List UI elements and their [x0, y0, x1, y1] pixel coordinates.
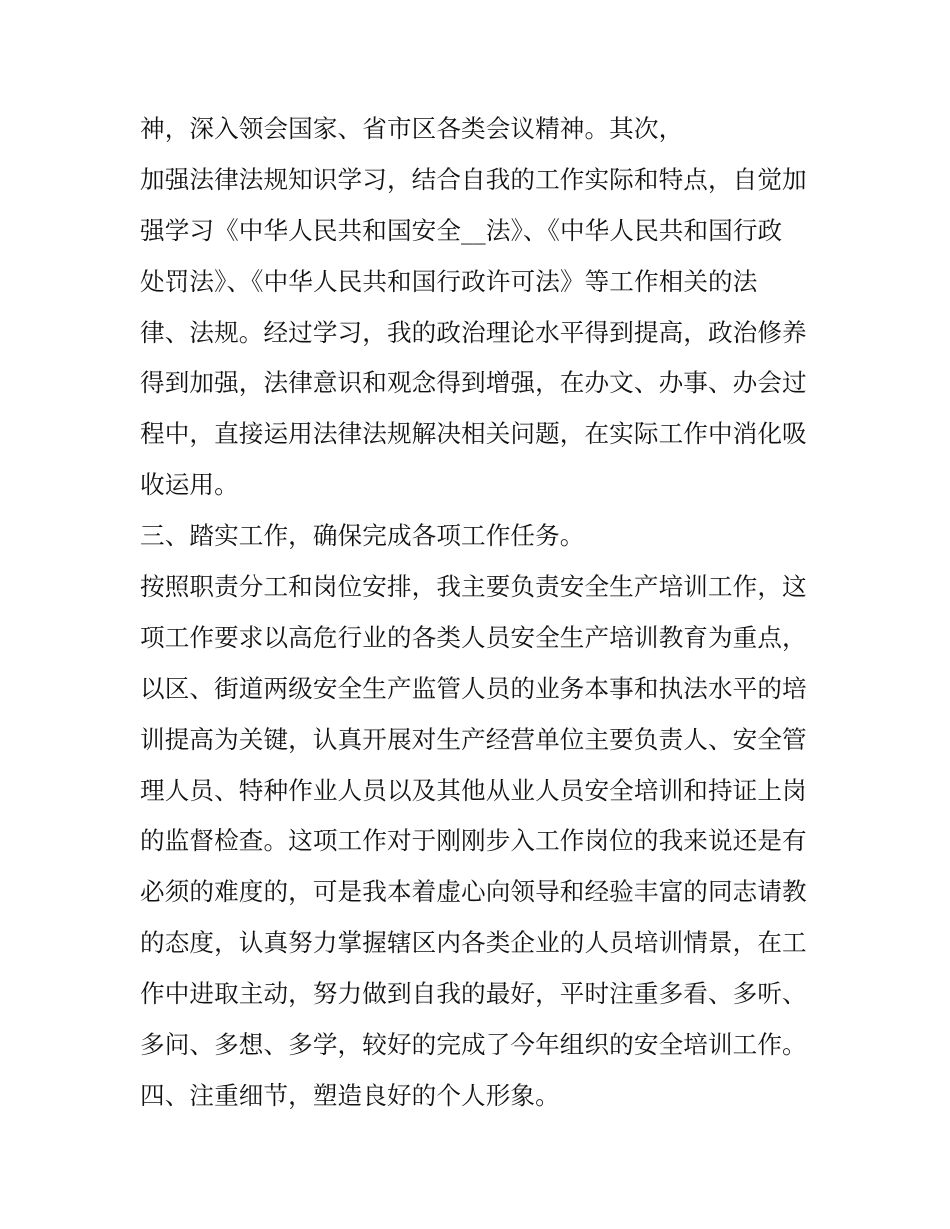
paragraph-line: 神，深入领会国家、省市区各类会议精神。其次， [140, 114, 684, 143]
paragraph-line: 的态度，认真努力掌握辖区内各类企业的人员培训情景，在工 [140, 928, 807, 958]
paragraph-line: 以区、街道两级安全生产监管人员的业务本事和执法水平的培 [140, 673, 807, 703]
paragraph-line: 按照职责分工和岗位安排，我主要负责安全生产培训工作，这 [140, 572, 807, 602]
paragraph-line: 处罚法》、《中华人民共和国行政许可法》等工作相关的法 [140, 266, 758, 296]
paragraph-line: 项工作要求以高危行业的各类人员安全生产培训教育为重点， [140, 622, 807, 652]
section-heading: 四、注重细节，塑造良好的个人形象。 [140, 1080, 560, 1110]
paragraph-line: 加强法律法规知识学习，结合自我的工作实际和特点，自觉加 [140, 164, 807, 194]
paragraph-line: 训提高为关键，认真开展对生产经营单位主要负责人、安全管 [140, 724, 807, 754]
paragraph-line: 必须的难度的，可是我本着虚心向领导和经验丰富的同志请教 [140, 877, 807, 907]
paragraph-line: 程中，直接运用法律法规解决相关问题，在实际工作中消化吸 [140, 419, 807, 449]
paragraph-line: 理人员、特种作业人员以及其他从业人员安全培训和持证上岗 [140, 775, 807, 805]
document-body [140, 104, 820, 1122]
paragraph-line: 律、法规。经过学习，我的政治理论水平得到提高，政治修养 [140, 317, 807, 347]
paragraph-line: 的监督检查。这项工作对于刚刚步入工作岗位的我来说还是有 [140, 826, 807, 856]
paragraph-line: 收运用。 [140, 470, 239, 500]
paragraph-line: 作中进取主动，努力做到自我的最好，平时注重多看、多听、 [140, 979, 807, 1009]
section-heading: 三、踏实工作，确保完成各项工作任务。 [140, 521, 585, 551]
paragraph-line: 得到加强，法律意识和观念得到增强，在办文、办事、办会过 [140, 368, 807, 398]
paragraph-line: 多问、多想、多学，较好的完成了今年组织的安全培训工作。 [140, 1030, 807, 1060]
paragraph-line: 强学习《中华人民共和国安全__法》、《中华人民共和国行政 [140, 215, 783, 245]
